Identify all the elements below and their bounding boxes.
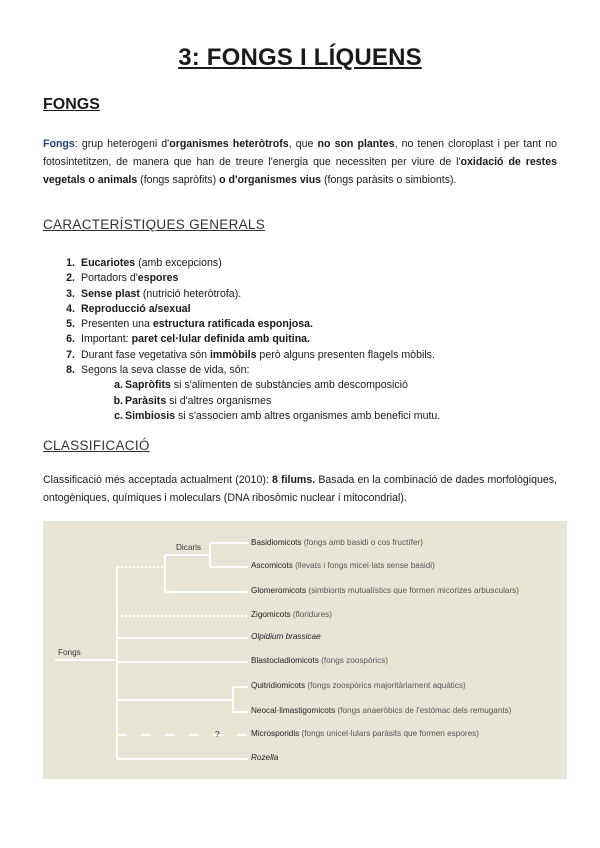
fongs-definition-paragraph-segment: (fongs sapròfits) [137, 174, 220, 186]
life-class-item [43, 409, 557, 424]
characteristic-item-segment: (nutrició heteròtrofa). [139, 287, 242, 300]
tree-taxon-label [251, 706, 512, 716]
life-class-item-segment: si s'alimenten de substàncies amb descomposició [170, 379, 408, 392]
characteristic-item [43, 271, 557, 286]
tree-root-label: Fongs [58, 648, 81, 657]
fongs-definition-paragraph [43, 135, 557, 189]
characteristic-item-segment: estructura ratificada esponjosa. [152, 318, 313, 331]
tree-taxon-label [251, 632, 321, 642]
characteristic-item-segment: espores [137, 272, 179, 285]
classification-paragraph-segment: Basada en la combinació de dades morfològiques, ontogèniques, químiques i moleculars (DNA ribosòmic nuclear i mitocondrial). [43, 474, 558, 504]
list-letter: b. [113, 394, 123, 407]
list-number: 3. [66, 287, 75, 300]
fongs-definition-paragraph-segment: : grup heterogeni d' [74, 138, 170, 150]
characteristic-item [43, 317, 557, 332]
characteristic-item-segment: immòbils [209, 348, 257, 361]
list-letter: c. [114, 409, 123, 422]
list-number: 5. [66, 318, 75, 331]
tree-taxon-label [251, 681, 466, 691]
characteristic-item [43, 287, 557, 302]
life-class-item-segment: Simbiosis [125, 409, 176, 422]
list-number: 1. [66, 257, 75, 269]
tree-taxon-label [251, 538, 423, 548]
taxon-name: Microsporidis [251, 729, 300, 738]
document-title: 3: FONGS I LÍQUENS [178, 44, 422, 71]
taxon-description: (simbionts mutualístics que formen micorizes arbusculars) [306, 586, 520, 595]
taxon-name: Glomeromicots [251, 586, 307, 595]
fongs-definition-paragraph-segment: (fongs paràsits o simbionts). [321, 174, 457, 186]
characteristic-item [43, 332, 557, 347]
characteristic-item-segment: Important: [81, 333, 132, 346]
fongs-definition-paragraph-segment: o d'organismes vius [219, 174, 322, 186]
tree-branches [55, 543, 248, 759]
tree-taxon-label [251, 753, 278, 763]
list-number: 2. [66, 272, 75, 285]
taxon-description: (fongs anaeròbics de l'estómac dels remugants) [335, 706, 512, 715]
taxon-description: (floridures) [290, 610, 332, 619]
tree-taxon-label [251, 561, 435, 571]
characteristic-item [43, 302, 557, 317]
characteristic-item [43, 363, 557, 378]
taxon-name: Quitridiomicots [251, 681, 306, 690]
classification-paragraph [43, 471, 557, 507]
fongs-definition-paragraph-segment: organismes heteròtrofs [169, 138, 289, 150]
characteristic-item-segment: Eucariotes [81, 257, 136, 269]
taxon-description: (fongs zoospòrics) [318, 656, 388, 665]
list-number: 6. [66, 333, 75, 346]
life-class-item-segment: si d'altres organismes [166, 394, 272, 407]
life-class-item [43, 394, 557, 409]
list-number: 7. [66, 348, 75, 361]
section-title-classificacio: CLASSIFICACIÓ [43, 438, 150, 453]
list-number: 4. [66, 302, 75, 315]
tree-taxon-label [251, 586, 519, 596]
taxon-name: Ascomicots [251, 561, 293, 570]
phylogenetic-tree-lines [43, 521, 567, 779]
fongs-definition-paragraph-segment: , no tenen cloroplast i per tant no fotosintetitzen, de manera que han de treure l'energia que necessiten per viure de l' [43, 138, 557, 168]
life-class-sublist [43, 378, 557, 424]
characteristic-item-segment: Segons la seva classe de vida, són: [81, 364, 250, 377]
tree-question-label: ? [215, 730, 220, 739]
characteristic-item [43, 256, 557, 271]
section-title-caracteristiques: CARACTERÍSTIQUES GENERALS [43, 217, 266, 232]
characteristic-item [43, 348, 557, 363]
fongs-definition-paragraph-segment: no son plantes [317, 138, 395, 150]
taxon-description: (fongs zoospòrics majoritàriament aquàtics) [305, 681, 466, 690]
characteristic-item-segment: Durant fase vegetativa són [81, 348, 210, 361]
tree-taxon-label [251, 610, 332, 620]
tree-taxon-label [251, 729, 479, 739]
characteristic-item-segment: Portadors d' [81, 272, 138, 285]
life-class-item-segment: Sapròfits [125, 379, 171, 392]
classification-paragraph-segment: 8 filums. [271, 474, 316, 486]
tree-taxon-label [251, 656, 388, 666]
tree-dicaris-label: Dicaris [176, 543, 202, 552]
taxon-description: (llevats i fongs micel·lats sense basidi) [292, 561, 435, 570]
taxon-name: Olpidium brassicae [251, 632, 321, 641]
characteristic-item-segment: Presenten una [81, 318, 153, 331]
fongs-definition-paragraph-segment: , que [288, 138, 318, 150]
list-letter: a. [114, 379, 123, 392]
fongs-definition-paragraph-segment: Fongs [43, 138, 75, 150]
life-class-item [43, 378, 557, 393]
characteristics-list [43, 256, 557, 424]
fongs-definition-paragraph-segment: oxidació de restes vegetals o animals [43, 156, 557, 186]
classification-paragraph-segment: Classificació més acceptada actualment (2010): [43, 474, 272, 486]
characteristic-item-segment: (amb excepcions) [135, 257, 222, 269]
life-class-item-segment: Paràsits [125, 394, 167, 407]
taxon-name: Neocal·limastigomicots [251, 706, 336, 715]
life-class-sublist-wrapper [43, 378, 557, 424]
section-title-fongs: FONGS [43, 96, 100, 113]
phylogenetic-tree-figure [43, 521, 567, 779]
taxon-name: Zigomicots [251, 610, 291, 619]
characteristic-item-segment: Reproducció a/sexual [81, 302, 191, 315]
taxon-description: (fongs unicel·lulars paràsits que formen espores) [299, 729, 479, 738]
taxon-name: Blastocladiomicots [251, 656, 319, 665]
list-number: 8. [66, 364, 75, 377]
characteristic-item-segment: paret cel·lular definida amb quitina. [131, 333, 311, 346]
taxon-name: Rozella [251, 753, 279, 762]
taxon-description: (fongs amb basidi o cos fructífer) [301, 538, 424, 547]
characteristic-item-segment: Sense plast [81, 287, 140, 300]
life-class-item-segment: si s'associen amb altres organismes amb benefici mutu. [175, 409, 441, 422]
taxon-name: Basidiomicots [251, 538, 302, 547]
characteristic-item-segment: però alguns presenten flagels mòbils. [256, 348, 435, 361]
